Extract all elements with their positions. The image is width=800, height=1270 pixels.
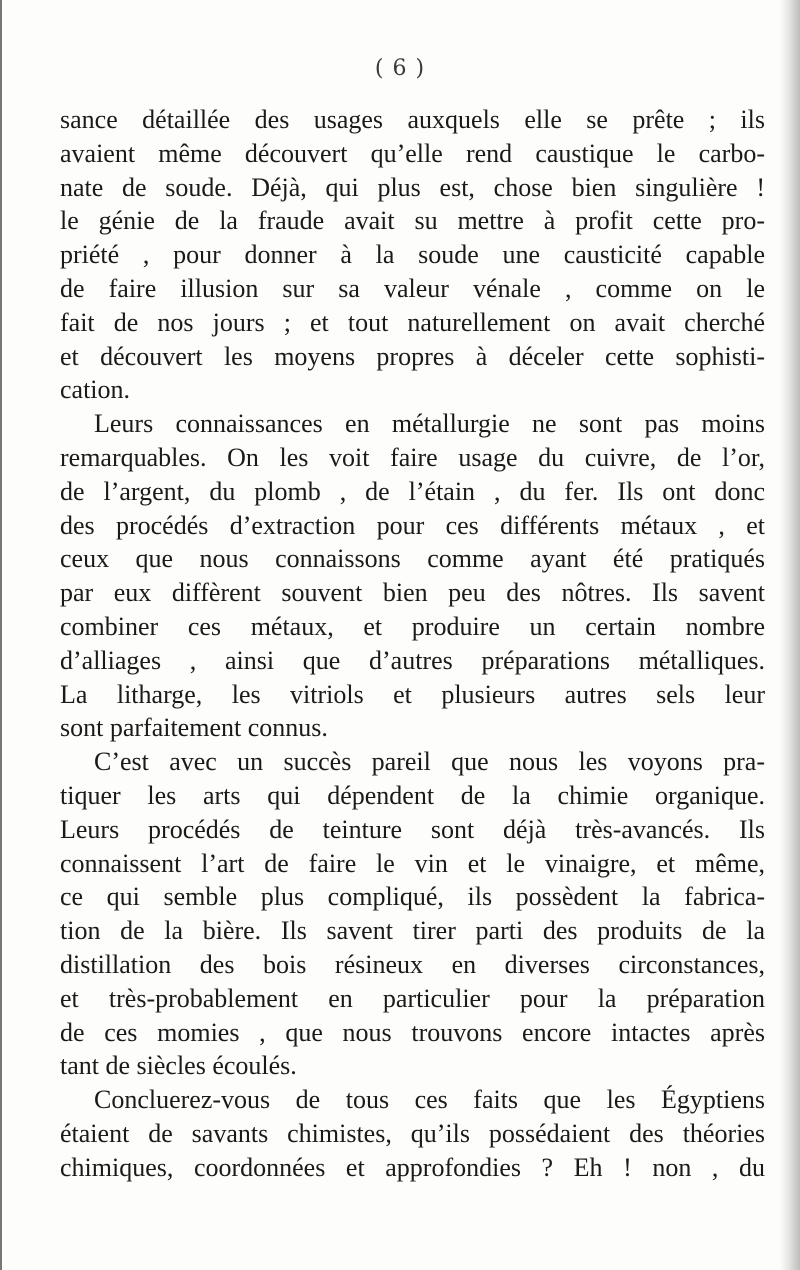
text-line: connaissent l’art de faire le vin et le vinaigre, et même, — [60, 848, 765, 878]
text-line: ce qui semble plus compliqué, ils possèdent la fabrica- — [60, 882, 765, 912]
text-line: d’alliages , ainsi que d’autres préparations métalliques. — [60, 645, 765, 675]
body-text — [60, 103, 765, 1185]
page-left-edge — [0, 0, 2, 1270]
text-line: de l’argent, du plomb , de l’étain , du fer. Ils ont donc — [60, 476, 765, 506]
text-line: C’est avec un succès pareil que nous les voyons pra- — [94, 747, 765, 777]
text-line: de faire illusion sur sa valeur vénale , comme on le — [60, 273, 765, 303]
text-line: nate de soude. Déjà, qui plus est, chose bien singulière ! — [60, 172, 765, 202]
text-line: distillation des bois résineux en diverses circonstances, — [60, 949, 765, 979]
page-right-edge-shadow — [780, 0, 800, 1270]
text-line: tant de siècles écoulés. — [60, 1051, 297, 1081]
text-line: par eux diffèrent souvent bien peu des nôtres. Ils savent — [60, 578, 765, 608]
text-line: remarquables. On les voit faire usage du cuivre, de l’or, — [60, 442, 765, 472]
text-line: Leurs procédés de teinture sont déjà très-avancés. Ils — [60, 814, 765, 844]
text-line: avaient même découvert qu’elle rend caustique le carbo- — [60, 138, 765, 168]
text-line: chimiques, coordonnées et approfondies ? Eh ! non , du — [60, 1152, 765, 1182]
text-line: cation. — [60, 375, 131, 405]
text-line: et découvert les moyens propres à déceler cette sophisti- — [60, 341, 765, 371]
text-line: Concluerez-vous de tous ces faits que les Égyptiens — [94, 1085, 765, 1115]
text-line: étaient de savants chimistes, qu’ils possédaient des théories — [60, 1118, 765, 1148]
text-line: La litharge, les vitriols et plusieurs autres sels leur — [60, 679, 765, 709]
text-line: ceux que nous connaissons comme ayant été pratiqués — [60, 544, 765, 574]
text-line: Leurs connaissances en métallurgie ne sont pas moins — [94, 409, 765, 439]
text-line: de ces momies , que nous trouvons encore intactes après — [60, 1017, 765, 1047]
text-line: tiquer les arts qui dépendent de la chimie organique. — [60, 780, 765, 810]
text-line: sance détaillée des usages auxquels elle se prête ; ils — [60, 105, 765, 134]
text-line: priété , pour donner à la soude une causticité capable — [60, 240, 765, 270]
page-number: ( 6 ) — [374, 56, 426, 81]
text-line: tion de la bière. Ils savent tirer parti des produits de la — [60, 916, 765, 946]
text-line: combiner ces métaux, et produire un certain nombre — [60, 611, 765, 641]
text-line: fait de nos jours ; et tout naturellement on avait cherché — [60, 307, 765, 337]
text-line: et très-probablement en particulier pour la préparation — [60, 983, 765, 1013]
text-line: sont parfaitement connus. — [60, 713, 328, 743]
text-line: des procédés d’extraction pour ces différents métaux , et — [60, 510, 765, 540]
text-line: le génie de la fraude avait su mettre à profit cette pro- — [60, 206, 765, 236]
